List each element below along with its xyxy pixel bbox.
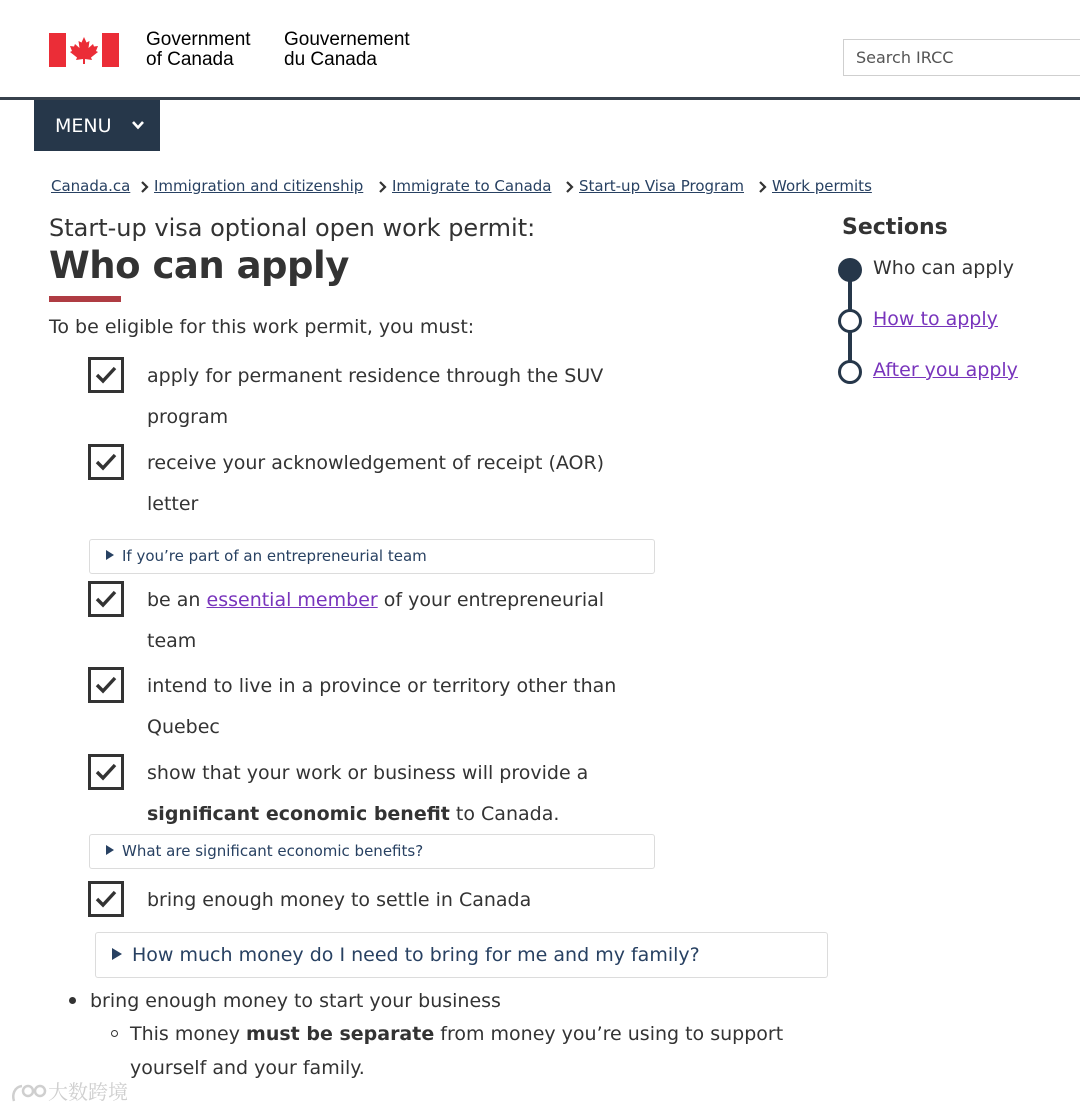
triangle-right-icon — [106, 550, 114, 560]
wordmark-en-line2: of Canada — [146, 49, 234, 70]
checklist-item-line1: apply for permanent residence through the SUV — [147, 365, 604, 387]
header-divider — [0, 97, 1080, 100]
bullet-icon — [69, 997, 76, 1004]
watermark — [10, 1076, 128, 1105]
chevron-right-icon — [378, 181, 388, 193]
chevron-right-icon — [758, 181, 768, 193]
wordmark-french[interactable] — [284, 30, 410, 70]
checklist-item-suffix: to Canada. — [449, 803, 560, 825]
watermark-text: 大数跨境 — [48, 1080, 128, 1104]
checklist-item-suffix: of your entrepreneurial — [377, 589, 605, 611]
checklist-item — [147, 753, 627, 835]
details-entrepreneurial-team[interactable] — [89, 539, 655, 574]
sub-list-item-line2: yourself and your family. — [130, 1057, 365, 1079]
step-icon — [838, 360, 862, 384]
section-after-you-apply-link[interactable]: After you apply — [873, 359, 1018, 381]
triangle-right-icon — [106, 845, 114, 855]
sub-list-prefix: This money — [130, 1023, 247, 1045]
wordmark-fr-line1: Gouvernement — [284, 29, 410, 50]
wordmark-en-line1: Government — [146, 29, 251, 50]
checklist-item — [147, 356, 627, 438]
checklist-item-line2: team — [147, 630, 197, 652]
sub-list-suffix: from money you’re using to support — [434, 1023, 784, 1045]
section-who-can-apply: Who can apply — [873, 257, 1014, 279]
checklist-item — [147, 880, 627, 921]
wordmark-fr-line2: du Canada — [284, 49, 377, 70]
page-pre-title: Start-up visa optional open work permit: — [49, 214, 536, 242]
checklist-item-prefix: be an — [147, 589, 207, 611]
checklist-item-line2: program — [147, 406, 229, 428]
breadcrumb-link-startup[interactable]: Start-up Visa Program — [579, 177, 745, 195]
breadcrumb-link-immigration[interactable]: Immigration and citizenship — [154, 177, 364, 195]
watermark-logo-icon — [10, 1083, 48, 1105]
essential-member-link[interactable]: essential member — [206, 589, 378, 611]
chevron-right-icon — [140, 181, 150, 193]
checklist-item-line1: bring enough money to settle in Canada — [147, 889, 532, 911]
step-icon — [838, 309, 862, 333]
intro-text: To be eligible for this work permit, you must: — [49, 316, 475, 338]
checkmark-icon — [88, 444, 124, 480]
canada-flag-icon — [49, 33, 119, 67]
search-input[interactable] — [843, 39, 1080, 76]
list-item: bring enough money to start your business — [90, 990, 501, 1012]
checkmark-icon — [88, 881, 124, 917]
page-title: Who can apply — [49, 244, 349, 287]
checkmark-icon — [88, 357, 124, 393]
triangle-right-icon — [112, 948, 122, 960]
checklist-item — [147, 666, 627, 748]
checklist-item-line2: Quebec — [147, 716, 220, 738]
checkmark-icon — [88, 754, 124, 790]
wordmark-english[interactable] — [146, 30, 251, 70]
checklist-item-line2 — [147, 794, 627, 835]
checklist-item-line2: letter — [147, 493, 199, 515]
checklist-item-line1 — [147, 580, 627, 621]
checklist-item-line1: show that your work or business will provide a — [147, 762, 589, 784]
chevron-right-icon — [565, 181, 575, 193]
details-economic-benefits[interactable] — [89, 834, 655, 869]
checklist-item — [147, 580, 627, 662]
sub-list-bold: must be separate — [246, 1023, 435, 1045]
checklist-item-line1: receive your acknowledgement of receipt (AOR) — [147, 452, 605, 474]
details-money-needed[interactable] — [95, 932, 828, 978]
checklist-item-line1: intend to live in a province or territory other than — [147, 675, 617, 697]
title-underline — [49, 296, 121, 302]
sub-list-item — [130, 1017, 830, 1085]
checkmark-icon — [88, 667, 124, 703]
chevron-down-icon — [131, 118, 145, 132]
sub-bullet-icon — [111, 1030, 118, 1037]
details-summary: How much money do I need to bring for me and my family? — [132, 944, 700, 966]
menu-button[interactable] — [34, 100, 160, 151]
breadcrumb-link-canada[interactable]: Canada.ca — [51, 177, 131, 195]
details-summary: What are significant economic benefits? — [122, 842, 424, 860]
details-summary: If you’re part of an entrepreneurial team — [122, 547, 427, 565]
checklist-item — [147, 443, 627, 525]
step-current-icon — [838, 258, 862, 282]
breadcrumb-link-work-permits[interactable]: Work permits — [772, 177, 872, 195]
menu-label: MENU — [55, 114, 112, 137]
sub-list-item-line1 — [130, 1017, 830, 1051]
sections-title: Sections — [842, 215, 948, 240]
checklist-item-bold: significant economic benefit — [147, 803, 450, 825]
breadcrumb-link-immigrate[interactable]: Immigrate to Canada — [392, 177, 552, 195]
checkmark-icon — [88, 581, 124, 617]
section-how-to-apply-link[interactable]: How to apply — [873, 308, 998, 330]
